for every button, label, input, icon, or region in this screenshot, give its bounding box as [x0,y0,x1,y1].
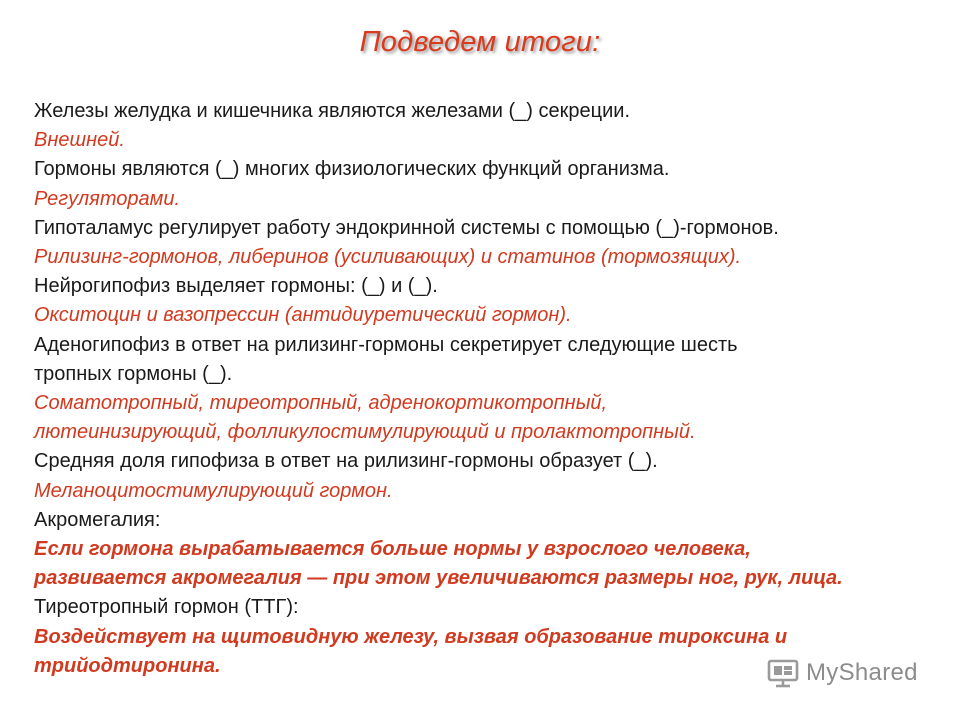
question-line: Средняя доля гипофиза в ответ на рилизинг-гормоны образует (_). [34,450,658,473]
presentation-screen-icon [766,656,800,690]
question-line: Тиреотропный гормон (ТТГ): [34,596,299,619]
question-line: Нейрогипофиз выделяет гормоны: (_) и (_). [34,275,438,298]
answer-line: Соматотропный, тиреотропный, адренокортикотропный, [34,392,608,415]
answer-line: Регуляторами. [34,187,181,210]
answer-line: трийодтиронина. [34,654,221,677]
answer-line: Воздействует на щитовидную железу, вызвая образование тироксина и [34,625,788,648]
watermark-text: MyShared [806,659,918,686]
question-line: Гормоны являются (_) многих физиологических функций организма. [34,158,670,181]
answer-line: развивается акромегалия — при этом увеличиваются размеры ног, рук, лица. [34,567,843,590]
qa-list [34,97,944,681]
question-line: Железы желудка и кишечника являются железами (_) секреции. [34,100,630,122]
question-line: Акромегалия: [34,508,161,531]
question-line: Аденогипофиз в ответ на рилизинг-гормоны секретирует следующие шесть [34,333,738,356]
answer-line: Меланоцитостимулирующий гормон. [34,479,393,502]
answer-line: лютеинизирующий, фолликулостимулирующий и пролактотропный. [34,421,696,444]
question-line: тропных гормоны (_). [34,362,233,385]
answer-line: Если гормона вырабатывается больше нормы у взрослого человека, [34,538,751,561]
question-line: Гипоталамус регулирует работу эндокринной системы с помощью (_)-гормонов. [34,216,779,239]
answer-line: Внешней. [34,129,125,152]
answer-line: Окситоцин и вазопрессин (антидиуретический гормон). [34,304,572,327]
slide-title: Подведем итоги: [359,26,601,58]
myshared-watermark[interactable] [766,655,918,691]
answer-line: Рилизинг-гормонов, либеринов (усиливающих) и статинов (тормозящих). [34,246,742,269]
